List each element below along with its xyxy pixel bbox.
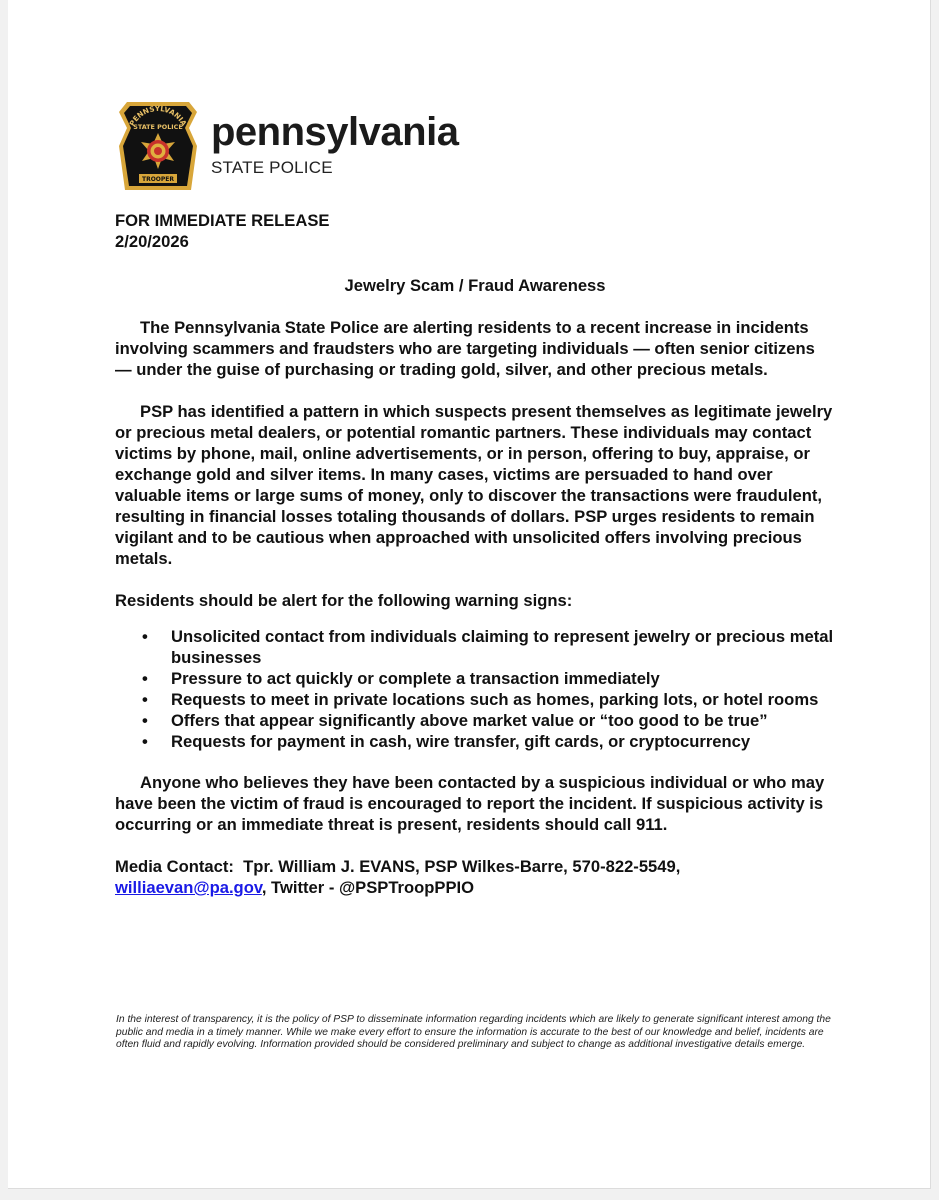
letterhead	[113, 98, 458, 192]
paragraph: PSP has identified a pattern in which suspects present themselves as legitimate jewelry or precious metal dealers, or potential romantic partners. These individuals may contact victims by phone, mail, online advertisements, or in person, offering to buy, appraise, or exchange gold and silver items. In many cases, victims are persuaded to hand over valuable items or large sums of money, only to discover the transactions were fraudulent, resulting in financial losses totaling thousands of dollars. PSP urges residents to remain vigilant and to be cautious when approached with unsolicited offers involving precious metals.	[115, 402, 833, 568]
psp-badge-icon	[113, 98, 203, 192]
release-date: 2/20/2026	[115, 232, 189, 251]
list-item: • Requests to meet in private locations such as homes, parking lots, or hotel rooms	[171, 689, 835, 710]
closing-paragraph: Anyone who believes they have been contacted by a suspicious individual or who may have been the victim of fraud is encouraged to report the incident. If suspicious activity is occurring or an immediate threat is present, residents should call 911.	[115, 773, 825, 834]
contact-email-link[interactable]: williaevan@pa.gov	[115, 878, 262, 897]
headline: Jewelry Scam / Fraud Awareness	[344, 276, 606, 295]
paragraph: The Pennsylvania State Police are alerting residents to a recent increase in incidents involving scammers and fraudsters who are targeting individuals — often senior citizens — under the guise of purchasing or trading gold, silver, and other precious metals.	[115, 318, 815, 379]
disclaimer: In the interest of transparency, it is the policy of PSP to disseminate information regarding incidents which are likely to generate significant interest among the public and media in a timely manner. While we make every effort to ensure the information is accurate to the best of our knowledge and belief, incidents are often fluid and rapidly evolving. Information provided should be considered preliminary and subject to change as additional investigative details emerge.	[116, 1014, 831, 1050]
list-item: • Unsolicited contact from individuals claiming to represent jewelry or precious metal businesses	[171, 626, 835, 668]
contact-twitter: , Twitter - @PSPTroopPPIO	[261, 878, 475, 897]
media-contact	[115, 856, 835, 898]
contact-label: Media Contact:	[115, 857, 234, 876]
badge-top-text: PENNSYLVANIA	[127, 103, 189, 128]
badge-middle-text: STATE POLICE	[133, 123, 183, 131]
list-item: • Requests for payment in cash, wire transfer, gift cards, or cryptocurrency	[171, 731, 835, 752]
agency-name: STATE POLICE	[211, 158, 333, 177]
contact-details: Tpr. William J. EVANS, PSP Wilkes-Barre, 570-822-5549,	[243, 857, 681, 876]
document-page	[8, 0, 931, 1189]
release-label: FOR IMMEDIATE RELEASE	[115, 211, 330, 230]
press-release-body	[115, 210, 835, 898]
warning-lead: Residents should be alert for the following warning signs:	[115, 591, 573, 610]
list-item: • Pressure to act quickly or complete a transaction immediately	[171, 668, 835, 689]
warning-list	[115, 626, 835, 752]
state-name: pennsylvania	[211, 110, 459, 154]
list-item: • Offers that appear significantly above market value or “too good to be true”	[171, 710, 835, 731]
wordmark	[211, 112, 458, 178]
release-block	[115, 210, 835, 252]
badge-bottom-text: TROOPER	[141, 176, 175, 184]
